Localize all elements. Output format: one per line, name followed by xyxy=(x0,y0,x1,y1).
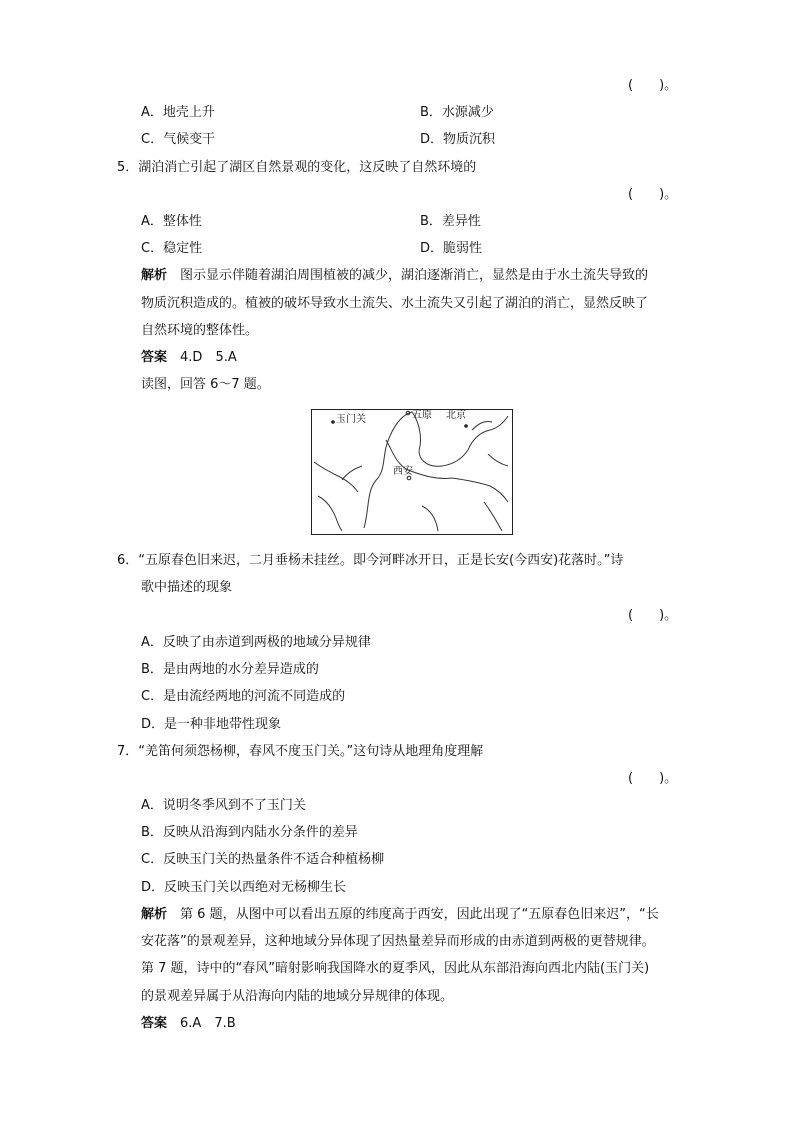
q5-option-d: D．脆弱性 xyxy=(420,241,483,256)
answer-2: 答案 6.A 7.B xyxy=(141,1016,236,1031)
answer-bracket-q5: ( )。 xyxy=(628,187,678,202)
map-label-wuyuan: 五原 xyxy=(412,410,432,421)
analysis-2-line-2: 安花落”的景观差异，这种地域分异体现了因热量差异而形成的由赤道到两极的更替规律。 xyxy=(141,934,655,949)
answer-bracket-q4: ( )。 xyxy=(628,78,678,93)
q6-option-a: A．反映了由赤道到两极的地域分异规律 xyxy=(141,635,371,650)
analysis-1-line-2: 物质沉积造成的。植被的破坏导致水土流失、水土流失又引起了湖泊的消亡，显然反映了 xyxy=(141,296,649,311)
answer-label: 答案 xyxy=(141,1016,168,1031)
map-label-beijing: 北京 xyxy=(446,410,466,421)
q6-stem-line-2: 歌中描述的现象 xyxy=(141,580,233,595)
q7-option-d: D．反映玉门关以西绝对无杨柳生长 xyxy=(141,880,347,895)
answer-label: 答案 xyxy=(141,350,168,365)
q7-stem: 7．“羌笛何须怨杨柳，春风不度玉门关。”这句诗从地理角度理解 xyxy=(117,744,484,759)
q4-option-a: A．地壳上升 xyxy=(141,105,215,120)
analysis-label: 解析 xyxy=(141,907,168,922)
q5-stem: 5．湖泊消亡引起了湖区自然景观的变化，这反映了自然环境的 xyxy=(117,160,477,175)
analysis-2-line-1: 解析 第 6 题，从图中可以看出五原的纬度高于西安，因此出现了“五原春色旧来迟”，“长 xyxy=(141,907,659,922)
q6-option-b: B．是由两地的水分差异造成的 xyxy=(141,662,319,677)
analysis-1-line-1: 解析 图示显示伴随着湖泊周围植被的减少，湖泊逐渐消亡，显然是由于水土流失导致的 xyxy=(141,268,649,283)
answer-1: 答案 4.D 5.A xyxy=(141,350,237,365)
map-label-yumenguan: 玉门关 xyxy=(336,414,366,425)
q4-option-c: C．气候变干 xyxy=(141,132,216,147)
map-figure xyxy=(311,409,513,535)
instruction-line: 读图，回答 6～7 题。 xyxy=(141,377,270,392)
q4-option-d: D．物质沉积 xyxy=(420,132,496,147)
analysis-2-line-3: 第 7 题，诗中的“春风”暗射影响我国降水的夏季风，因此从东部沿海向西北内陆(玉门关) xyxy=(141,961,650,976)
q5-option-b: B．差异性 xyxy=(420,214,481,229)
analysis-2-line-4: 的景观差异属于从沿海向内陆的地域分异规律的体现。 xyxy=(141,989,454,1004)
answer-bracket-q6: ( )。 xyxy=(628,608,678,623)
q4-option-b: B．水源减少 xyxy=(420,105,494,120)
q7-option-b: B．反映从沿海到内陆水分条件的差异 xyxy=(141,825,358,840)
analysis-1-line-3: 自然环境的整体性。 xyxy=(141,323,259,338)
q7-option-c: C．反映玉门关的热量条件不适合种植杨柳 xyxy=(141,852,385,867)
map-label-xian: 西安 xyxy=(393,466,413,477)
answer-bracket-q7: ( )。 xyxy=(628,771,678,786)
q5-option-a: A．整体性 xyxy=(141,214,202,229)
q6-stem-line-1: 6．“五原春色旧来迟，二月垂杨未挂丝。即今河畔冰开日，正是长安(今西安)花落时。”诗 xyxy=(117,553,624,568)
q6-option-c: C．是由流经两地的河流不同造成的 xyxy=(141,689,346,704)
q7-option-a: A．说明冬季风到不了玉门关 xyxy=(141,798,306,813)
q5-option-c: C．稳定性 xyxy=(141,241,203,256)
analysis-label: 解析 xyxy=(141,268,168,283)
q6-option-d: D．是一种非地带性现象 xyxy=(141,717,282,732)
